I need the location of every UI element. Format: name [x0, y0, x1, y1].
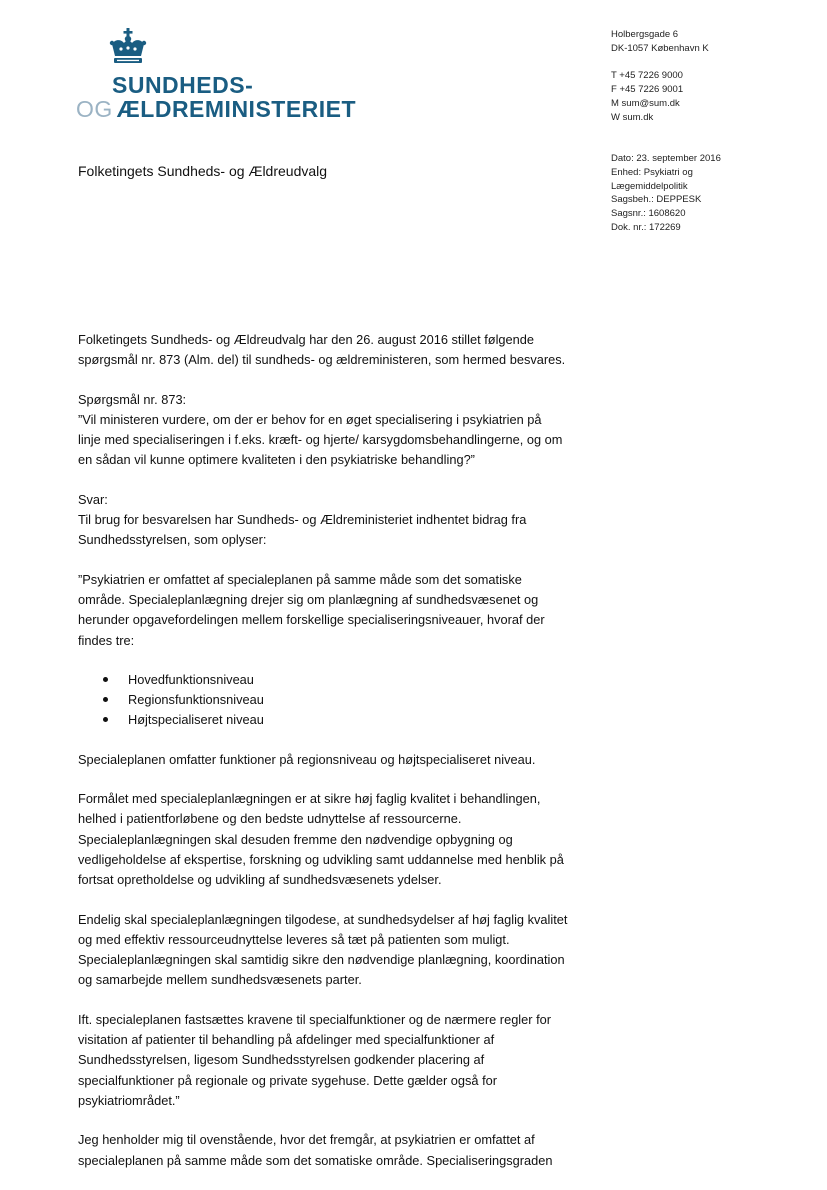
question-paragraph: Spørgsmål nr. 873: ”Vil ministeren vurdere, om der er behov for en øget specialisering i psykiatrien på linje med specialiseringen i f.eks. kræft- og hjerte/ karsygdomsbehandlingerne, og om en sådan vil kunne optimere kvaliteten i den psykiatriske behandling?”	[78, 390, 578, 471]
answer-heading: Svar:	[78, 491, 108, 507]
quote-intro-paragraph: ”Psykiatrien er omfattet af specialeplanen på samme måde som det somatiske område. Specialeplanlægning drejer sig om planlægning af sundhedsvæsenet og herunder opgavefordelingen mellem forskellige specialiseringsniveauer, hvoraf der findes tre:	[78, 571, 545, 648]
address-city: DK-1057 København K	[611, 42, 709, 54]
logo-prefix: OG	[76, 96, 113, 122]
requirements-paragraph: Ift. specialeplanen fastsættes kravene til specialfunktioner og de nærmere regler for visitation af patienter til behandling på afdelinger med specialfunktioner af Sundhedsstyrelsen, ligesom Sundhedsstyrelsen godkender placering af specialfunktioner på regionale og private sygehuse. Dette gælder også for psykiatriområdet.”	[78, 1011, 552, 1108]
meta-case-number: Sagsnr.: 1608620	[611, 208, 686, 220]
list-item: Regionsfunktionsniveau	[78, 690, 578, 710]
specialization-levels-list	[78, 670, 578, 731]
list-item: Højtspecialiseret niveau	[78, 710, 578, 730]
address-fax: F +45 7226 9001	[611, 84, 684, 96]
finally-paragraph: Endelig skal specialeplanlægningen tilgodese, at sundhedsydelser af høj faglig kvalitet og med effektiv ressourceudnyttelse leveres så tæt på patienten som muligt. Specialeplanlægningen skal samtidig sikre den nødvendige planlægning, koordination og samarbejde mellem sundhedsvæsenets parter.	[78, 911, 568, 988]
meta-doc-number: Dok. nr.: 172269	[611, 221, 681, 233]
answer-paragraph: Svar: Til brug for besvarelsen har Sundheds- og Ældreministeriet indhentet bidrag fra Sundhedsstyrelsen, som oplyser:	[78, 490, 578, 551]
address-street: Holbergsgade 6	[611, 29, 679, 40]
scope-paragraph: Specialeplanen omfatter funktioner på regionsniveau og højtspecialiseret niveau.	[78, 751, 536, 767]
conclusion-paragraph: Jeg henholder mig til ovenstående, hvor det fremgår, at psykiatrien er omfattet af specialeplanen på samme måde som det somatiske område. Specialiseringsgraden	[78, 1132, 553, 1168]
bullet-icon	[103, 717, 108, 722]
logo-text-line1: SUNDHEDS-	[112, 72, 254, 98]
logo-text-line2	[76, 96, 356, 123]
ministry-logo	[76, 28, 366, 123]
address-web[interactable]: W sum.dk	[611, 111, 654, 123]
letter-body	[78, 330, 578, 1190]
address-phone: T +45 7226 9000	[611, 70, 683, 82]
meta-date: Dato: 23. september 2016	[611, 153, 721, 164]
recipient: Folketingets Sundheds- og Ældreudvalg	[78, 163, 328, 179]
bullet-icon	[103, 677, 108, 682]
purpose-paragraph: Formålet med specialeplanlægningen er at sikre høj faglig kvalitet i behandlingen, helhed i patientforløbene og den bedste udnyttelse af ressourcerne. Specialeplanlægningen skal desuden fremme den nødvendige opbygning og vedligeholdelse af ekspertise, forskning og udvikling samt uddannelse med henblik på fortsat opretholdelse og udvikling af sundhedsvæsenets ydelser.	[78, 791, 564, 888]
list-item: Hovedfunktionsniveau	[78, 670, 578, 690]
bullet-icon	[103, 697, 108, 702]
intro-paragraph: Folketingets Sundheds- og Ældreudvalg har den 26. august 2016 stillet følgende spørgsmål nr. 873 (Alm. del) til sundheds- og ældreministeren, som hermed besvares.	[78, 332, 566, 368]
document-meta	[611, 152, 721, 235]
address-mail[interactable]: M sum@sum.dk	[611, 97, 680, 109]
logo-main-text: ÆLDREMINISTERIET	[116, 96, 357, 122]
meta-unit-line1: Enhed: Psykiatri og	[611, 166, 693, 178]
address-block	[611, 28, 709, 125]
meta-handler: Sagsbeh.: DEPPESK	[611, 194, 702, 206]
meta-unit-line2: Lægemiddelpolitik	[611, 180, 688, 192]
question-heading: Spørgsmål nr. 873:	[78, 391, 187, 407]
crown-icon	[108, 28, 148, 68]
